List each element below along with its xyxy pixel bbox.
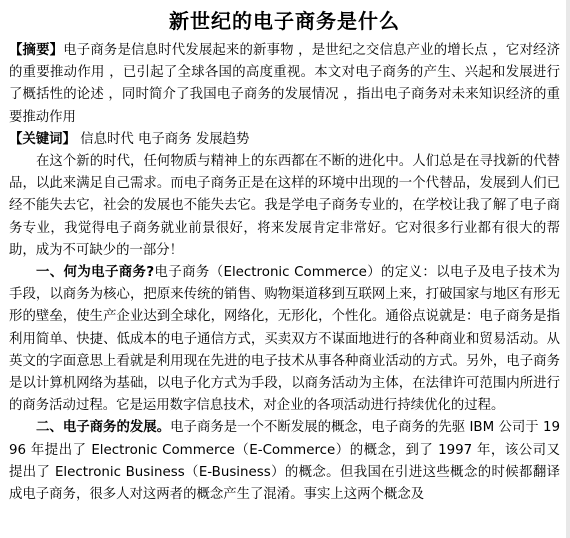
keywords-tag: 【关键词】 — [9, 131, 76, 147]
keywords-paragraph — [9, 129, 560, 151]
section1-paragraph — [9, 262, 560, 417]
section1-heading: 一、何为电子商务? — [36, 265, 155, 281]
abstract-text: 电子商务是信息时代发展起来的新事物 ，是世纪之交信息产业的增长点 ，它对经济的重要推动作用 ，已引起了全球各国的高度重视。本文对电子商务的产生、兴起和发展进行了概括性的论述 ，同时简介了我国电子商务的发展情况 ，指出电子商务对未来知识经济的重要推动作用 — [9, 43, 560, 125]
document-title: 新世纪的电子商务是什么 — [169, 9, 400, 33]
keywords-text: 信息时代 电子商务 发展趋势 — [75, 131, 250, 147]
scrollbar[interactable] — [566, 0, 570, 538]
section2-paragraph — [9, 417, 560, 506]
abstract-tag: 【摘要】 — [9, 43, 64, 58]
abstract-paragraph — [9, 40, 560, 129]
section1-text: 电子商务（Electronic Commerce）的定义：以电子及电子技术为手段，以商务为核心，把原来传统的销售、购物渠道移到互联网上来，打破国家与地区有形无形的壁垒，使生产企业达到全球化，网络化，无形化，个性化。通俗点说就是：电子商务是指利用简单、快捷、低成本的电子通信方式，买卖双方不谋面地进行的各种商业和贸易活动。从英文的字面意思上看就是利用现在先进的电子技术从事各种商业活动的方式。另外，电子商务是以计算机网络为基础，以电子化方式为手段，以商务活动为主体，在法律许可范围内所进行的商务活动过程。它是运用数字信息技术，对企业的各项活动进行持续优化的过程。 — [9, 265, 560, 414]
section2-text: 电子商务是一个不断发展的概念，电子商务的先驱 IBM 公司于 1996 年提出了 Electronic Commerce（E-Commerce）的概念，到了 1997 年，该公司又提出了 Electronic Business（E-Business）的概念。但我国在引进这些概念的时候都翻译成电子商务，很多人对这两者的概念产生了混淆。事实上这两个概念及 — [9, 420, 560, 503]
section2-heading: 二、电子商务的发展。 — [36, 420, 171, 436]
intro-paragraph: 在这个新的时代，任何物质与精神上的东西都在不断的进化中。人们总是在寻找新的代替品，以此来满足自己需求。而电子商务正是在这样的环境中出现的一个代替品，发展到人们已经不能失去它，社会的发展也不能失去它。我是学电子商务专业的，在学校让我了解了电子商务专业，我觉得电子商务就业前景很好，将来发展肯定非常好。它对很多行业都有很大的帮助，成为不可缺少的一部分！ — [9, 154, 560, 258]
